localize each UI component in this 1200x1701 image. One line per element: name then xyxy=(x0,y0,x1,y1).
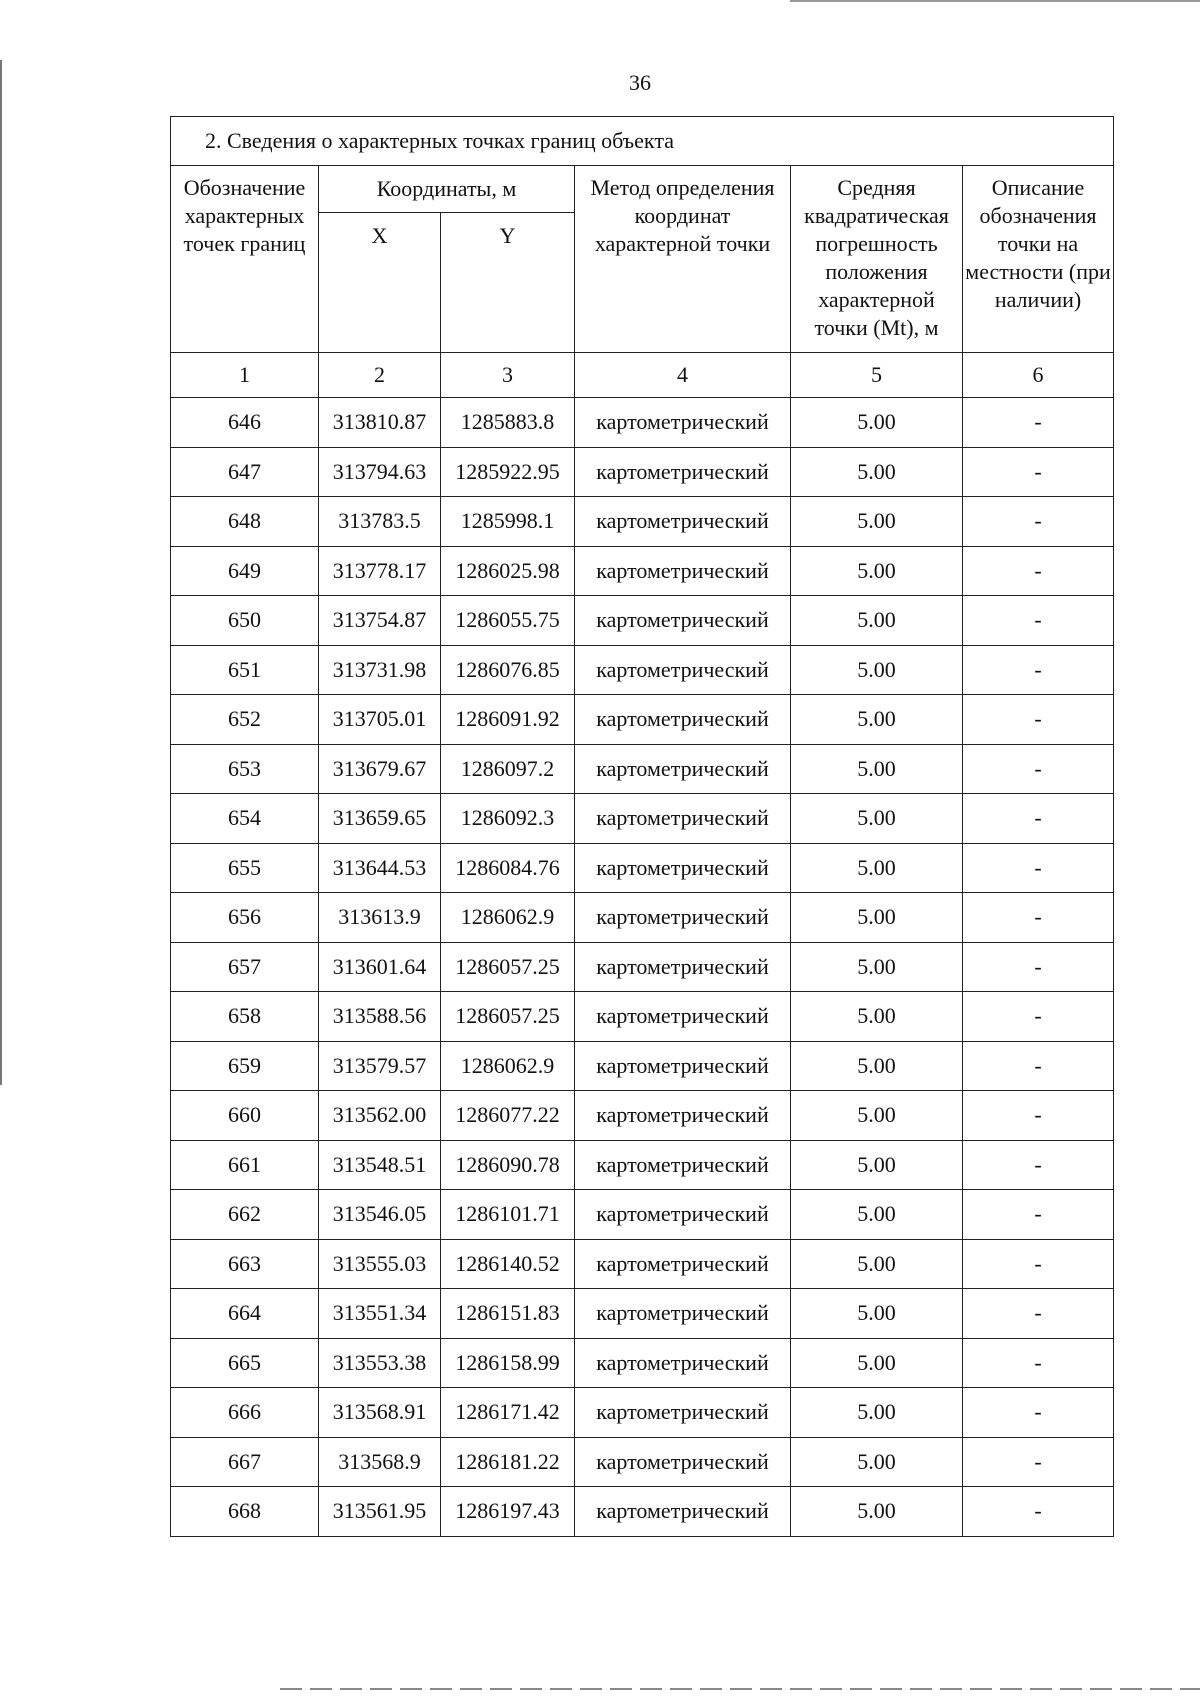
scan-edge-left xyxy=(0,60,2,1085)
table-row xyxy=(171,447,1114,497)
method-cell: картометрический xyxy=(575,398,791,448)
table-row xyxy=(171,992,1114,1042)
point-id-cell: 660 xyxy=(171,1091,319,1141)
header-x: X xyxy=(319,213,441,353)
error-cell: 5.00 xyxy=(791,1041,963,1091)
error-cell: 5.00 xyxy=(791,447,963,497)
method-cell: картометрический xyxy=(575,1140,791,1190)
coord-y-cell: 1286057.25 xyxy=(441,992,575,1042)
boundary-points-table xyxy=(170,116,1114,1537)
error-cell: 5.00 xyxy=(791,1140,963,1190)
error-cell: 5.00 xyxy=(791,1437,963,1487)
method-cell: картометрический xyxy=(575,992,791,1042)
table-row xyxy=(171,546,1114,596)
coord-y-cell: 1286158.99 xyxy=(441,1338,575,1388)
point-id-cell: 658 xyxy=(171,992,319,1042)
table-body xyxy=(171,398,1114,1537)
method-cell: картометрический xyxy=(575,1041,791,1091)
coord-y-cell: 1286091.92 xyxy=(441,695,575,745)
coord-y-cell: 1286092.3 xyxy=(441,794,575,844)
description-cell: - xyxy=(963,447,1114,497)
method-cell: картометрический xyxy=(575,447,791,497)
point-id-cell: 663 xyxy=(171,1239,319,1289)
coord-x-cell: 313731.98 xyxy=(319,645,441,695)
table-row xyxy=(171,398,1114,448)
point-id-cell: 657 xyxy=(171,942,319,992)
method-cell: картометрический xyxy=(575,1091,791,1141)
error-cell: 5.00 xyxy=(791,992,963,1042)
description-cell: - xyxy=(963,1041,1114,1091)
table-row xyxy=(171,1388,1114,1438)
coord-y-cell: 1285922.95 xyxy=(441,447,575,497)
table-row xyxy=(171,1289,1114,1339)
table-row xyxy=(171,1091,1114,1141)
coord-y-cell: 1286171.42 xyxy=(441,1388,575,1438)
table-row xyxy=(171,596,1114,646)
table-row xyxy=(171,645,1114,695)
method-cell: картометрический xyxy=(575,794,791,844)
scan-edge-bottom xyxy=(280,1688,1200,1690)
method-cell: картометрический xyxy=(575,1239,791,1289)
method-cell: картометрический xyxy=(575,1289,791,1339)
coord-x-cell: 313553.38 xyxy=(319,1338,441,1388)
coord-x-cell: 313568.91 xyxy=(319,1388,441,1438)
coord-y-cell: 1286057.25 xyxy=(441,942,575,992)
description-cell: - xyxy=(963,794,1114,844)
point-id-cell: 664 xyxy=(171,1289,319,1339)
table-row xyxy=(171,794,1114,844)
method-cell: картометрический xyxy=(575,1487,791,1537)
coord-x-cell: 313679.67 xyxy=(319,744,441,794)
table-row xyxy=(171,1437,1114,1487)
error-cell: 5.00 xyxy=(791,893,963,943)
column-number: 6 xyxy=(963,353,1114,398)
table-row xyxy=(171,1487,1114,1537)
coord-y-cell: 1286097.2 xyxy=(441,744,575,794)
coord-y-cell: 1286101.71 xyxy=(441,1190,575,1240)
method-cell: картометрический xyxy=(575,893,791,943)
coord-x-cell: 313705.01 xyxy=(319,695,441,745)
description-cell: - xyxy=(963,497,1114,547)
error-cell: 5.00 xyxy=(791,1239,963,1289)
description-cell: - xyxy=(963,695,1114,745)
table-row xyxy=(171,695,1114,745)
error-cell: 5.00 xyxy=(791,1190,963,1240)
point-id-cell: 648 xyxy=(171,497,319,547)
description-cell: - xyxy=(963,1487,1114,1537)
coord-y-cell: 1285883.8 xyxy=(441,398,575,448)
error-cell: 5.00 xyxy=(791,744,963,794)
error-cell: 5.00 xyxy=(791,794,963,844)
table-row xyxy=(171,893,1114,943)
point-id-cell: 651 xyxy=(171,645,319,695)
description-cell: - xyxy=(963,645,1114,695)
table-row xyxy=(171,744,1114,794)
description-cell: - xyxy=(963,1289,1114,1339)
point-id-cell: 653 xyxy=(171,744,319,794)
scan-edge-top xyxy=(790,0,1200,2)
point-id-cell: 666 xyxy=(171,1388,319,1438)
coord-y-cell: 1286076.85 xyxy=(441,645,575,695)
method-cell: картометрический xyxy=(575,695,791,745)
point-id-cell: 646 xyxy=(171,398,319,448)
method-cell: картометрический xyxy=(575,1190,791,1240)
description-cell: - xyxy=(963,1190,1114,1240)
method-cell: картометрический xyxy=(575,942,791,992)
description-cell: - xyxy=(963,1239,1114,1289)
method-cell: картометрический xyxy=(575,1437,791,1487)
coord-x-cell: 313644.53 xyxy=(319,843,441,893)
column-number: 4 xyxy=(575,353,791,398)
method-cell: картометрический xyxy=(575,843,791,893)
point-id-cell: 650 xyxy=(171,596,319,646)
error-cell: 5.00 xyxy=(791,942,963,992)
coord-x-cell: 313548.51 xyxy=(319,1140,441,1190)
method-cell: картометрический xyxy=(575,1338,791,1388)
point-id-cell: 654 xyxy=(171,794,319,844)
coord-x-cell: 313613.9 xyxy=(319,893,441,943)
error-cell: 5.00 xyxy=(791,1091,963,1141)
section-title: 2. Сведения о характерных точках границ объекта xyxy=(171,117,1114,166)
coord-y-cell: 1286197.43 xyxy=(441,1487,575,1537)
coord-x-cell: 313551.34 xyxy=(319,1289,441,1339)
description-cell: - xyxy=(963,843,1114,893)
description-cell: - xyxy=(963,1091,1114,1141)
point-id-cell: 649 xyxy=(171,546,319,596)
coord-x-cell: 313783.5 xyxy=(319,497,441,547)
coord-x-cell: 313561.95 xyxy=(319,1487,441,1537)
column-numbers-row xyxy=(171,353,1114,398)
table-row xyxy=(171,1239,1114,1289)
point-id-cell: 647 xyxy=(171,447,319,497)
description-cell: - xyxy=(963,1437,1114,1487)
error-cell: 5.00 xyxy=(791,843,963,893)
coord-x-cell: 313588.56 xyxy=(319,992,441,1042)
error-cell: 5.00 xyxy=(791,1388,963,1438)
coord-y-cell: 1286077.22 xyxy=(441,1091,575,1141)
point-id-cell: 665 xyxy=(171,1338,319,1388)
error-cell: 5.00 xyxy=(791,596,963,646)
table-row xyxy=(171,843,1114,893)
point-id-cell: 659 xyxy=(171,1041,319,1091)
description-cell: - xyxy=(963,942,1114,992)
table-row xyxy=(171,497,1114,547)
error-cell: 5.00 xyxy=(791,645,963,695)
error-cell: 5.00 xyxy=(791,546,963,596)
point-id-cell: 662 xyxy=(171,1190,319,1240)
error-cell: 5.00 xyxy=(791,398,963,448)
description-cell: - xyxy=(963,1140,1114,1190)
coord-x-cell: 313754.87 xyxy=(319,596,441,646)
header-y: Y xyxy=(441,213,575,353)
coord-x-cell: 313555.03 xyxy=(319,1239,441,1289)
description-cell: - xyxy=(963,893,1114,943)
table-row xyxy=(171,1190,1114,1240)
error-cell: 5.00 xyxy=(791,1487,963,1537)
description-cell: - xyxy=(963,744,1114,794)
method-cell: картометрический xyxy=(575,497,791,547)
header-error: Средняя квадратическая погрешность положения характерной точки (Mt), м xyxy=(791,166,963,353)
description-cell: - xyxy=(963,398,1114,448)
coord-x-cell: 313579.57 xyxy=(319,1041,441,1091)
column-number: 3 xyxy=(441,353,575,398)
coord-y-cell: 1286084.76 xyxy=(441,843,575,893)
header-description: Описание обозначения точки на местности (при наличии) xyxy=(963,166,1114,353)
coord-y-cell: 1286062.9 xyxy=(441,893,575,943)
coord-x-cell: 313659.65 xyxy=(319,794,441,844)
coord-x-cell: 313778.17 xyxy=(319,546,441,596)
coord-x-cell: 313794.63 xyxy=(319,447,441,497)
description-cell: - xyxy=(963,546,1114,596)
header-coordinates: Координаты, м xyxy=(319,166,575,213)
point-id-cell: 655 xyxy=(171,843,319,893)
method-cell: картометрический xyxy=(575,645,791,695)
description-cell: - xyxy=(963,1338,1114,1388)
description-cell: - xyxy=(963,1388,1114,1438)
point-id-cell: 656 xyxy=(171,893,319,943)
column-number: 1 xyxy=(171,353,319,398)
error-cell: 5.00 xyxy=(791,497,963,547)
header-designation: Обозначение характерных точек границ xyxy=(171,166,319,353)
method-cell: картометрический xyxy=(575,744,791,794)
coord-x-cell: 313568.9 xyxy=(319,1437,441,1487)
point-id-cell: 661 xyxy=(171,1140,319,1190)
coord-x-cell: 313562.00 xyxy=(319,1091,441,1141)
description-cell: - xyxy=(963,596,1114,646)
column-number: 5 xyxy=(791,353,963,398)
point-id-cell: 668 xyxy=(171,1487,319,1537)
coord-x-cell: 313601.64 xyxy=(319,942,441,992)
table-row xyxy=(171,1338,1114,1388)
table-row xyxy=(171,1041,1114,1091)
header-method: Метод определения координат характерной точки xyxy=(575,166,791,353)
table-row xyxy=(171,942,1114,992)
description-cell: - xyxy=(963,992,1114,1042)
coord-y-cell: 1285998.1 xyxy=(441,497,575,547)
method-cell: картометрический xyxy=(575,596,791,646)
coord-x-cell: 313810.87 xyxy=(319,398,441,448)
method-cell: картометрический xyxy=(575,1388,791,1438)
coord-y-cell: 1286090.78 xyxy=(441,1140,575,1190)
method-cell: картометрический xyxy=(575,546,791,596)
coord-y-cell: 1286025.98 xyxy=(441,546,575,596)
coord-y-cell: 1286140.52 xyxy=(441,1239,575,1289)
coord-y-cell: 1286151.83 xyxy=(441,1289,575,1339)
coord-y-cell: 1286062.9 xyxy=(441,1041,575,1091)
point-id-cell: 652 xyxy=(171,695,319,745)
table-row xyxy=(171,1140,1114,1190)
page-number: 36 xyxy=(629,70,651,95)
coord-y-cell: 1286181.22 xyxy=(441,1437,575,1487)
coord-x-cell: 313546.05 xyxy=(319,1190,441,1240)
error-cell: 5.00 xyxy=(791,1289,963,1339)
column-number: 2 xyxy=(319,353,441,398)
point-id-cell: 667 xyxy=(171,1437,319,1487)
coord-y-cell: 1286055.75 xyxy=(441,596,575,646)
error-cell: 5.00 xyxy=(791,695,963,745)
error-cell: 5.00 xyxy=(791,1338,963,1388)
